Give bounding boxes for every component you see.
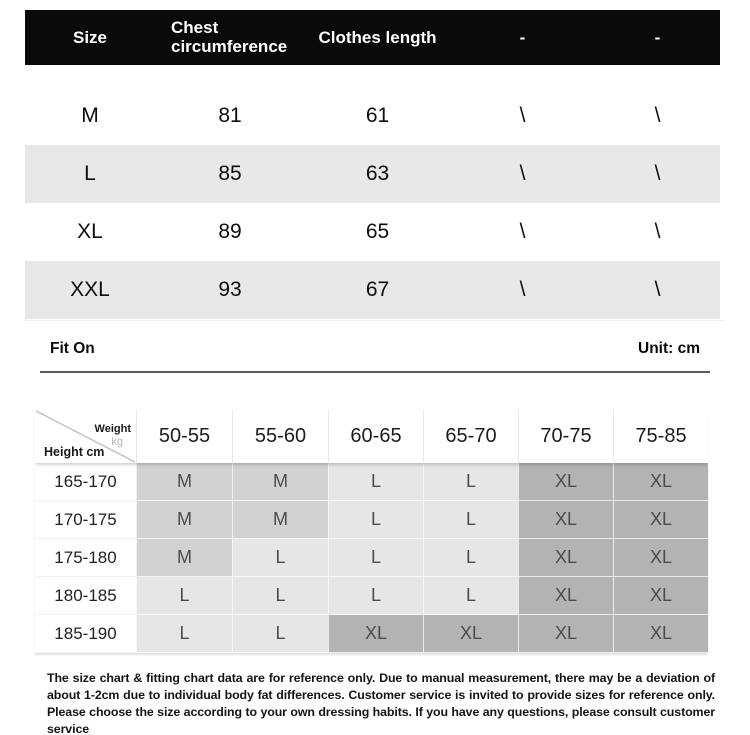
- size-table: [25, 10, 720, 319]
- fitting-row: [35, 615, 708, 653]
- fitting-table-header: [35, 410, 708, 463]
- size-recommendation-cell: L: [328, 577, 423, 615]
- fitting-table-body: [35, 463, 708, 653]
- size-cell: XXL: [70, 278, 110, 301]
- size-recommendation-cell: M: [136, 463, 232, 501]
- header-cell-clothes-length: Clothes length: [318, 27, 437, 47]
- length-cell: 63: [365, 162, 390, 185]
- na-cell: \: [519, 162, 526, 185]
- size-recommendation-cell: XL: [613, 577, 708, 615]
- weight-col-header: 60-65: [328, 410, 423, 463]
- size-recommendation-cell: L: [328, 539, 423, 577]
- size-recommendation-cell: M: [232, 463, 328, 501]
- na-cell: \: [654, 220, 661, 243]
- unit-label: Unit: cm: [638, 340, 700, 357]
- na-cell: \: [654, 104, 661, 127]
- weight-col-header: 65-70: [423, 410, 518, 463]
- height-row-label: 170-175: [35, 501, 136, 539]
- disclaimer-text: The size chart & fitting chart data are for reference only. Due to manual measurement, there may be a deviation of about 1-2cm due to individual body fat differences. Customer service is invited to provide sizes for reference only. Please choose the size according to your own dressing habits. If you have any questions, please consult customer service: [47, 671, 715, 735]
- height-axis-label: Height cm: [44, 445, 105, 459]
- fitting-row: [35, 463, 708, 501]
- weight-unit-label: kg: [111, 436, 123, 448]
- size-recommendation-cell: L: [423, 501, 518, 539]
- height-row-label: 165-170: [35, 463, 136, 501]
- size-recommendation-cell: XL: [328, 615, 423, 653]
- fit-on-title: Fit On: [50, 340, 95, 357]
- size-recommendation-cell: L: [232, 539, 328, 577]
- weight-col-header: 75-85: [613, 410, 708, 463]
- length-cell: 67: [365, 278, 390, 301]
- size-table-body: [25, 87, 720, 319]
- size-recommendation-cell: XL: [613, 539, 708, 577]
- size-recommendation-cell: XL: [518, 501, 613, 539]
- fitting-row: [35, 577, 708, 615]
- size-cell: M: [81, 104, 99, 127]
- length-cell: 65: [365, 220, 390, 243]
- na-cell: \: [519, 278, 526, 301]
- chest-cell: 85: [218, 162, 242, 185]
- height-row-label: 185-190: [35, 615, 136, 653]
- size-recommendation-cell: L: [232, 615, 328, 653]
- size-recommendation-cell: XL: [613, 463, 708, 501]
- size-recommendation-cell: XL: [518, 615, 613, 653]
- header-cell-dash-1: -: [519, 27, 526, 47]
- size-row-l: [25, 145, 720, 203]
- size-recommendation-cell: L: [328, 463, 423, 501]
- chest-cell: 89: [218, 220, 242, 243]
- size-recommendation-cell: L: [423, 539, 518, 577]
- na-cell: \: [519, 220, 526, 243]
- size-recommendation-cell: L: [423, 577, 518, 615]
- weight-col-header: 70-75: [518, 410, 613, 463]
- header-cell-size: Size: [72, 27, 108, 47]
- weight-col-header: 55-60: [232, 410, 328, 463]
- header-cell-chest: Chest circumference: [171, 17, 288, 56]
- size-row-xxl: [25, 261, 720, 319]
- size-recommendation-cell: XL: [518, 463, 613, 501]
- size-recommendation-cell: XL: [423, 615, 518, 653]
- fit-on-bar: [40, 340, 710, 373]
- size-recommendation-cell: XL: [518, 539, 613, 577]
- chest-cell: 81: [218, 104, 242, 127]
- size-recommendation-cell: XL: [613, 615, 708, 653]
- height-row-label: 180-185: [35, 577, 136, 615]
- section-divider: [25, 320, 725, 321]
- size-recommendation-cell: L: [136, 615, 232, 653]
- size-table-header: [25, 10, 720, 65]
- size-row-xl: [25, 203, 720, 261]
- length-cell: 61: [365, 104, 390, 127]
- size-recommendation-cell: XL: [518, 577, 613, 615]
- fitting-table: [35, 410, 708, 653]
- na-cell: \: [519, 104, 526, 127]
- na-cell: \: [654, 278, 661, 301]
- height-row-label: 175-180: [35, 539, 136, 577]
- fitting-row: [35, 539, 708, 577]
- chest-cell: 93: [218, 278, 242, 301]
- size-row-m: [25, 87, 720, 145]
- size-recommendation-cell: L: [136, 577, 232, 615]
- size-recommendation-cell: M: [136, 539, 232, 577]
- size-recommendation-cell: L: [328, 501, 423, 539]
- size-recommendation-cell: M: [232, 501, 328, 539]
- header-cell-dash-2: -: [654, 27, 661, 47]
- weight-col-header: 50-55: [136, 410, 232, 463]
- size-recommendation-cell: XL: [613, 501, 708, 539]
- size-recommendation-cell: M: [136, 501, 232, 539]
- size-recommendation-cell: L: [232, 577, 328, 615]
- size-cell: XL: [77, 220, 103, 243]
- na-cell: \: [654, 162, 661, 185]
- corner-cell: [35, 410, 136, 463]
- size-cell: L: [84, 162, 96, 185]
- weight-axis-label: Weight: [94, 423, 131, 435]
- fitting-row: [35, 501, 708, 539]
- size-recommendation-cell: L: [423, 463, 518, 501]
